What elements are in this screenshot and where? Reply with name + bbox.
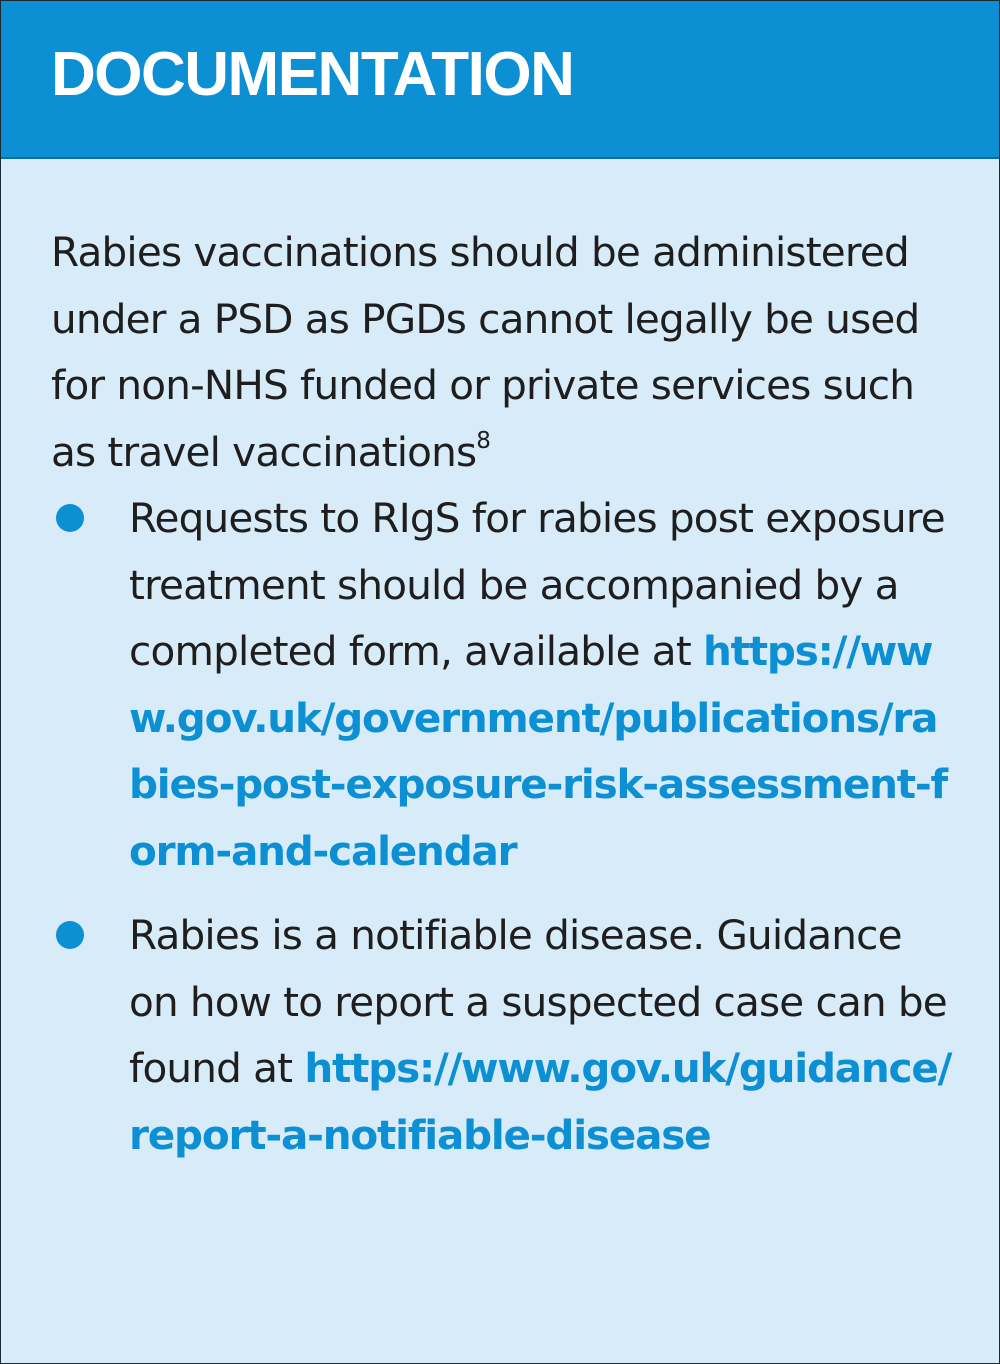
list-item <box>51 902 959 1168</box>
content-area <box>1 159 999 1168</box>
bullet-dot-icon <box>56 504 84 532</box>
reference-superscript: 8 <box>476 427 491 454</box>
bullet-dot-icon <box>56 921 84 949</box>
bullet-text: Rabies is a notifiable disease. Guidance on how to report a suspected case can be found at <box>129 911 947 1092</box>
intro-paragraph <box>51 219 959 485</box>
bullet-text: Requests to RIgS for rabies post exposure treatment should be accompanied by a completed form, available at <box>129 494 945 675</box>
bullet-list <box>51 485 959 1168</box>
header-bar <box>1 1 999 159</box>
page-title: DOCUMENTATION <box>51 40 574 109</box>
rabies-form-link[interactable]: https://www.gov.uk/government/publications/rabies-post-exposure-risk-assessment-form-and-calendar <box>129 627 947 875</box>
report-disease-link[interactable]: https://www.gov.uk/guidance/report-a-notifiable-disease <box>129 1044 952 1159</box>
list-item <box>51 485 959 884</box>
intro-text: Rabies vaccinations should be administered under a PSD as PGDs cannot legally be used for non-NHS funded or private services such as travel vaccinations <box>51 228 920 476</box>
